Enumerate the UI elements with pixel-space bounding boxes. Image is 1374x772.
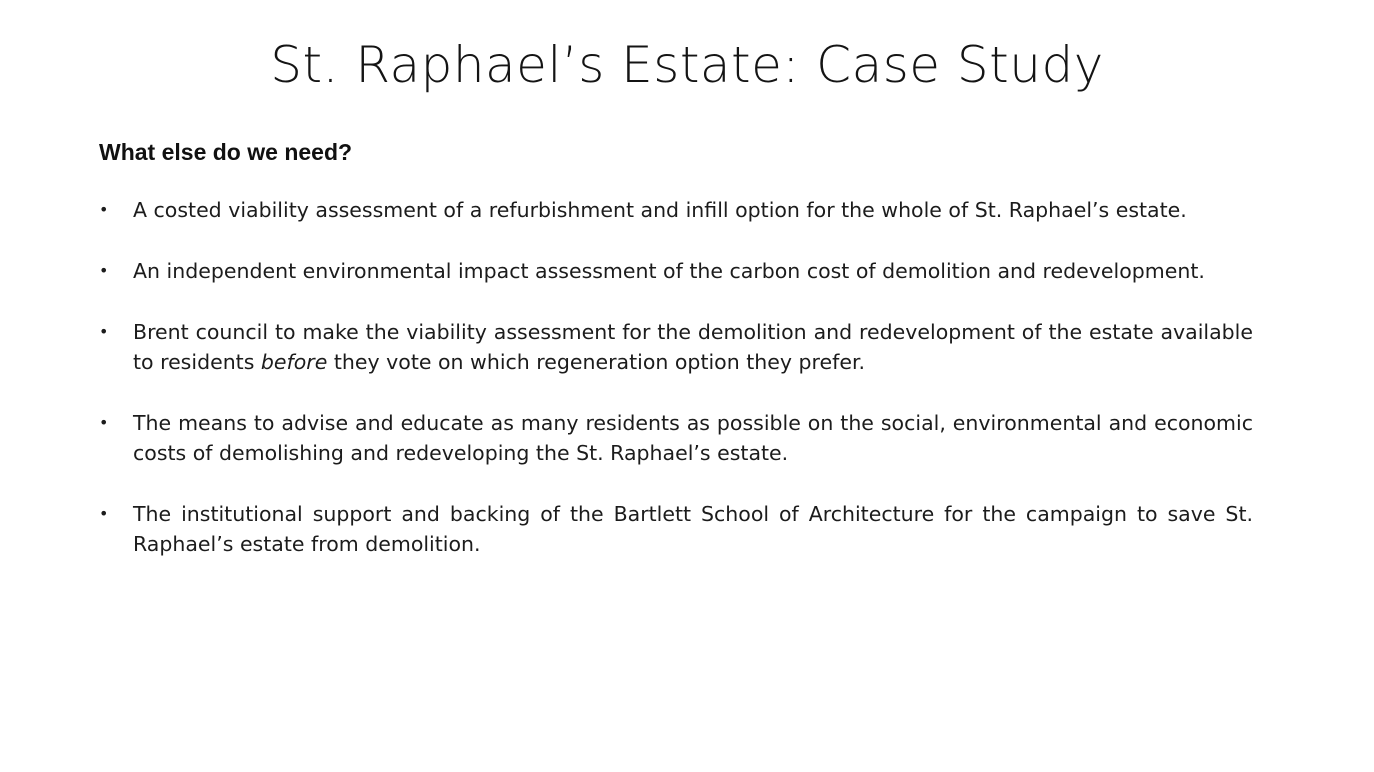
bullet-icon: • — [99, 261, 109, 280]
bullet-icon: • — [99, 322, 109, 341]
bullet-item — [99, 317, 1253, 377]
bullet-text-part: Brent council to make the viability assessment for the demolition and redevelopment of the estate available to residents — [133, 320, 1253, 374]
slide-title: St. Raphael’s Estate: Case Study — [270, 36, 1104, 94]
section-heading: What else do we need? — [99, 139, 353, 165]
bullet-text: A costed viability assessment of a refurbishment and infill option for the whole of St. Raphael’s estate. — [133, 198, 1187, 222]
bullet-item — [99, 499, 1253, 559]
bullet-icon: • — [99, 413, 109, 432]
bullet-text — [133, 320, 1253, 374]
bullet-text-emphasis: before — [260, 350, 328, 374]
bullet-icon: • — [99, 200, 109, 219]
bullet-text: The institutional support and backing of the Bartlett School of Architecture for the campaign to save St. Raphael’s estate from demolition. — [133, 502, 1253, 556]
bullet-item — [99, 408, 1253, 468]
bullet-item — [99, 256, 1253, 286]
bullet-item — [99, 195, 1253, 225]
bullet-icon: • — [99, 504, 109, 523]
bullet-text: The means to advise and educate as many residents as possible on the social, environmental and economic costs of demolishing and redeveloping the St. Raphael’s estate. — [133, 411, 1253, 465]
bullet-text: An independent environmental impact assessment of the carbon cost of demolition and redevelopment. — [133, 259, 1205, 283]
bullet-list — [99, 195, 1253, 590]
bullet-text-part: they vote on which regeneration option they prefer. — [327, 350, 866, 374]
